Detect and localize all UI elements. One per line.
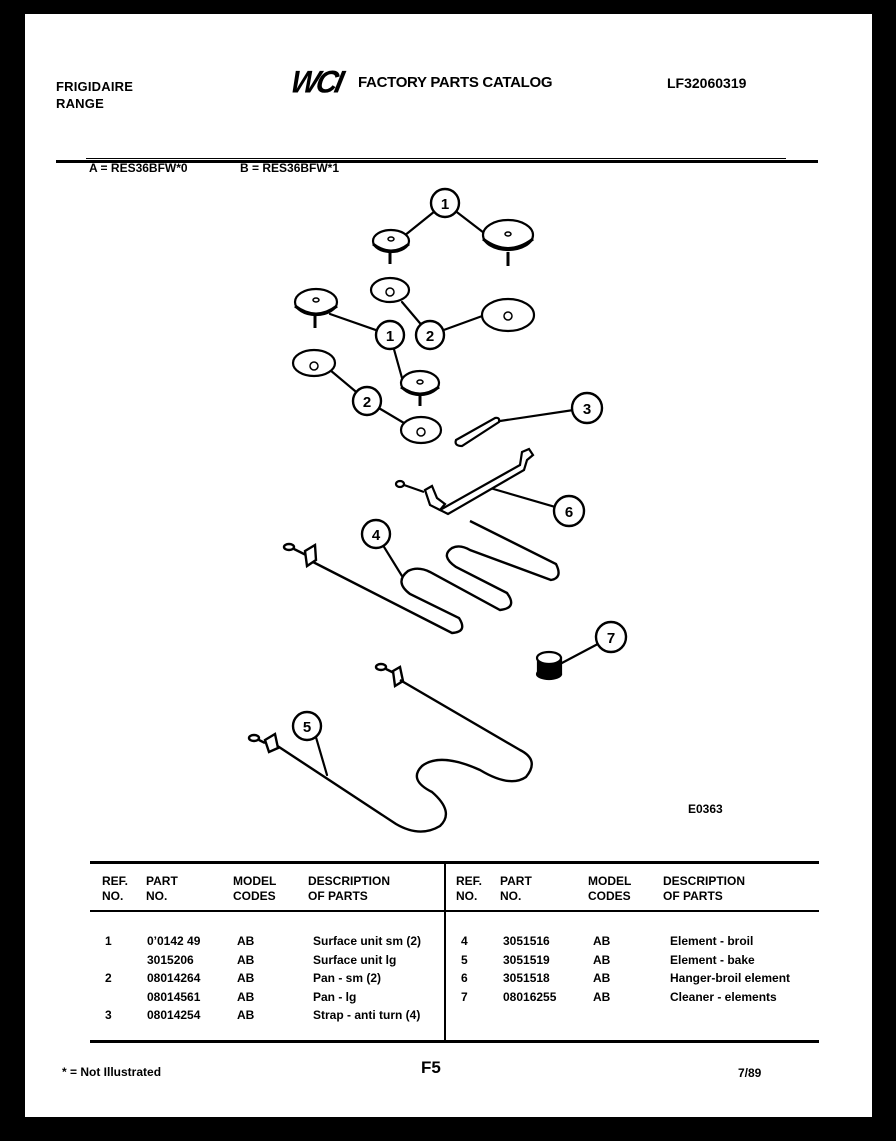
col-header-ref-right: REF. NO. (456, 874, 483, 903)
footer-date: 7/89 (738, 1066, 762, 1080)
svg-text:5: 5 (302, 719, 312, 736)
col-header-desc-left: DESCRIPTION OF PARTS (308, 874, 391, 903)
svg-text:2: 2 (362, 394, 372, 411)
svg-text:2: 2 (425, 328, 435, 345)
drip-pan-small-bottom (401, 417, 441, 443)
catalog-number: LF32060319 (667, 75, 747, 91)
footer-note: * = Not Illustrated (62, 1065, 162, 1079)
broil-element (284, 521, 559, 633)
col-header-desc-right: DESCRIPTION OF PARTS (663, 874, 746, 903)
parts-table-right (460, 932, 791, 1006)
model-code-b: B = RES36BFW*1 (240, 161, 340, 175)
svg-text:1: 1 (385, 328, 395, 345)
table-top-rule (90, 861, 819, 864)
element-cleaner (537, 652, 561, 679)
drip-pan-left-lower (293, 350, 335, 376)
anti-turn-strap (456, 418, 500, 446)
table-row: 7 08016255 AB Cleaner - elements (461, 989, 777, 1004)
surface-unit-small-top (373, 230, 409, 264)
col-header-part-right: PART NO. (500, 874, 532, 903)
table-row: 3 08014254 AB Strap - anti turn (4) (105, 1008, 421, 1022)
table-row: 2 08014264 AB Pan - sm (2) (105, 971, 382, 985)
col-header-codes-right: MODEL CODES (588, 874, 632, 903)
drip-pan-small-top (371, 278, 409, 302)
table-bottom-rule (90, 1040, 819, 1043)
table-row: 08014561 AB Pan - lg (147, 989, 357, 1004)
col-header-ref-left: REF. NO. (102, 874, 129, 903)
wci-logo: WCI (287, 65, 345, 100)
table-row: 5 3051519 AB Element - bake (461, 952, 755, 967)
table-row: 3015206 AB Surface unit lg (147, 952, 397, 967)
table-row: 6 3051518 AB Hanger-broil element (461, 971, 791, 985)
svg-text:3: 3 (582, 401, 592, 418)
col-header-codes-left: MODEL CODES (233, 874, 277, 903)
svg-text:4: 4 (371, 527, 381, 544)
svg-text:6: 6 (564, 504, 574, 521)
model-code-a: A = RES36BFW*0 (89, 161, 188, 175)
table-column-divider (444, 862, 446, 1040)
product-type: RANGE (56, 96, 104, 111)
table-row: 1 0’0142 49 AB Surface unit sm (2) (105, 934, 422, 948)
callout-circles (293, 189, 626, 740)
table-row: 4 3051516 AB Element - broil (461, 934, 754, 948)
surface-unit-small-lower (401, 371, 439, 406)
catalog-title: FACTORY PARTS CATALOG (358, 74, 553, 91)
surface-unit-left-middle (295, 289, 337, 328)
surface-unit-large-top (483, 220, 533, 266)
parts-table-left (104, 932, 422, 1025)
col-header-part-left: PART NO. (146, 874, 178, 903)
bake-element (249, 664, 532, 832)
svg-text:1: 1 (440, 196, 450, 213)
brand-name: FRIGIDAIRE (56, 79, 134, 94)
hanger-broil-element (396, 449, 533, 514)
figure-code: E0363 (688, 802, 723, 816)
table-header-rule (90, 910, 819, 912)
drip-pan-large (482, 299, 534, 331)
svg-text:7: 7 (606, 630, 616, 647)
page-number: F5 (421, 1058, 441, 1077)
